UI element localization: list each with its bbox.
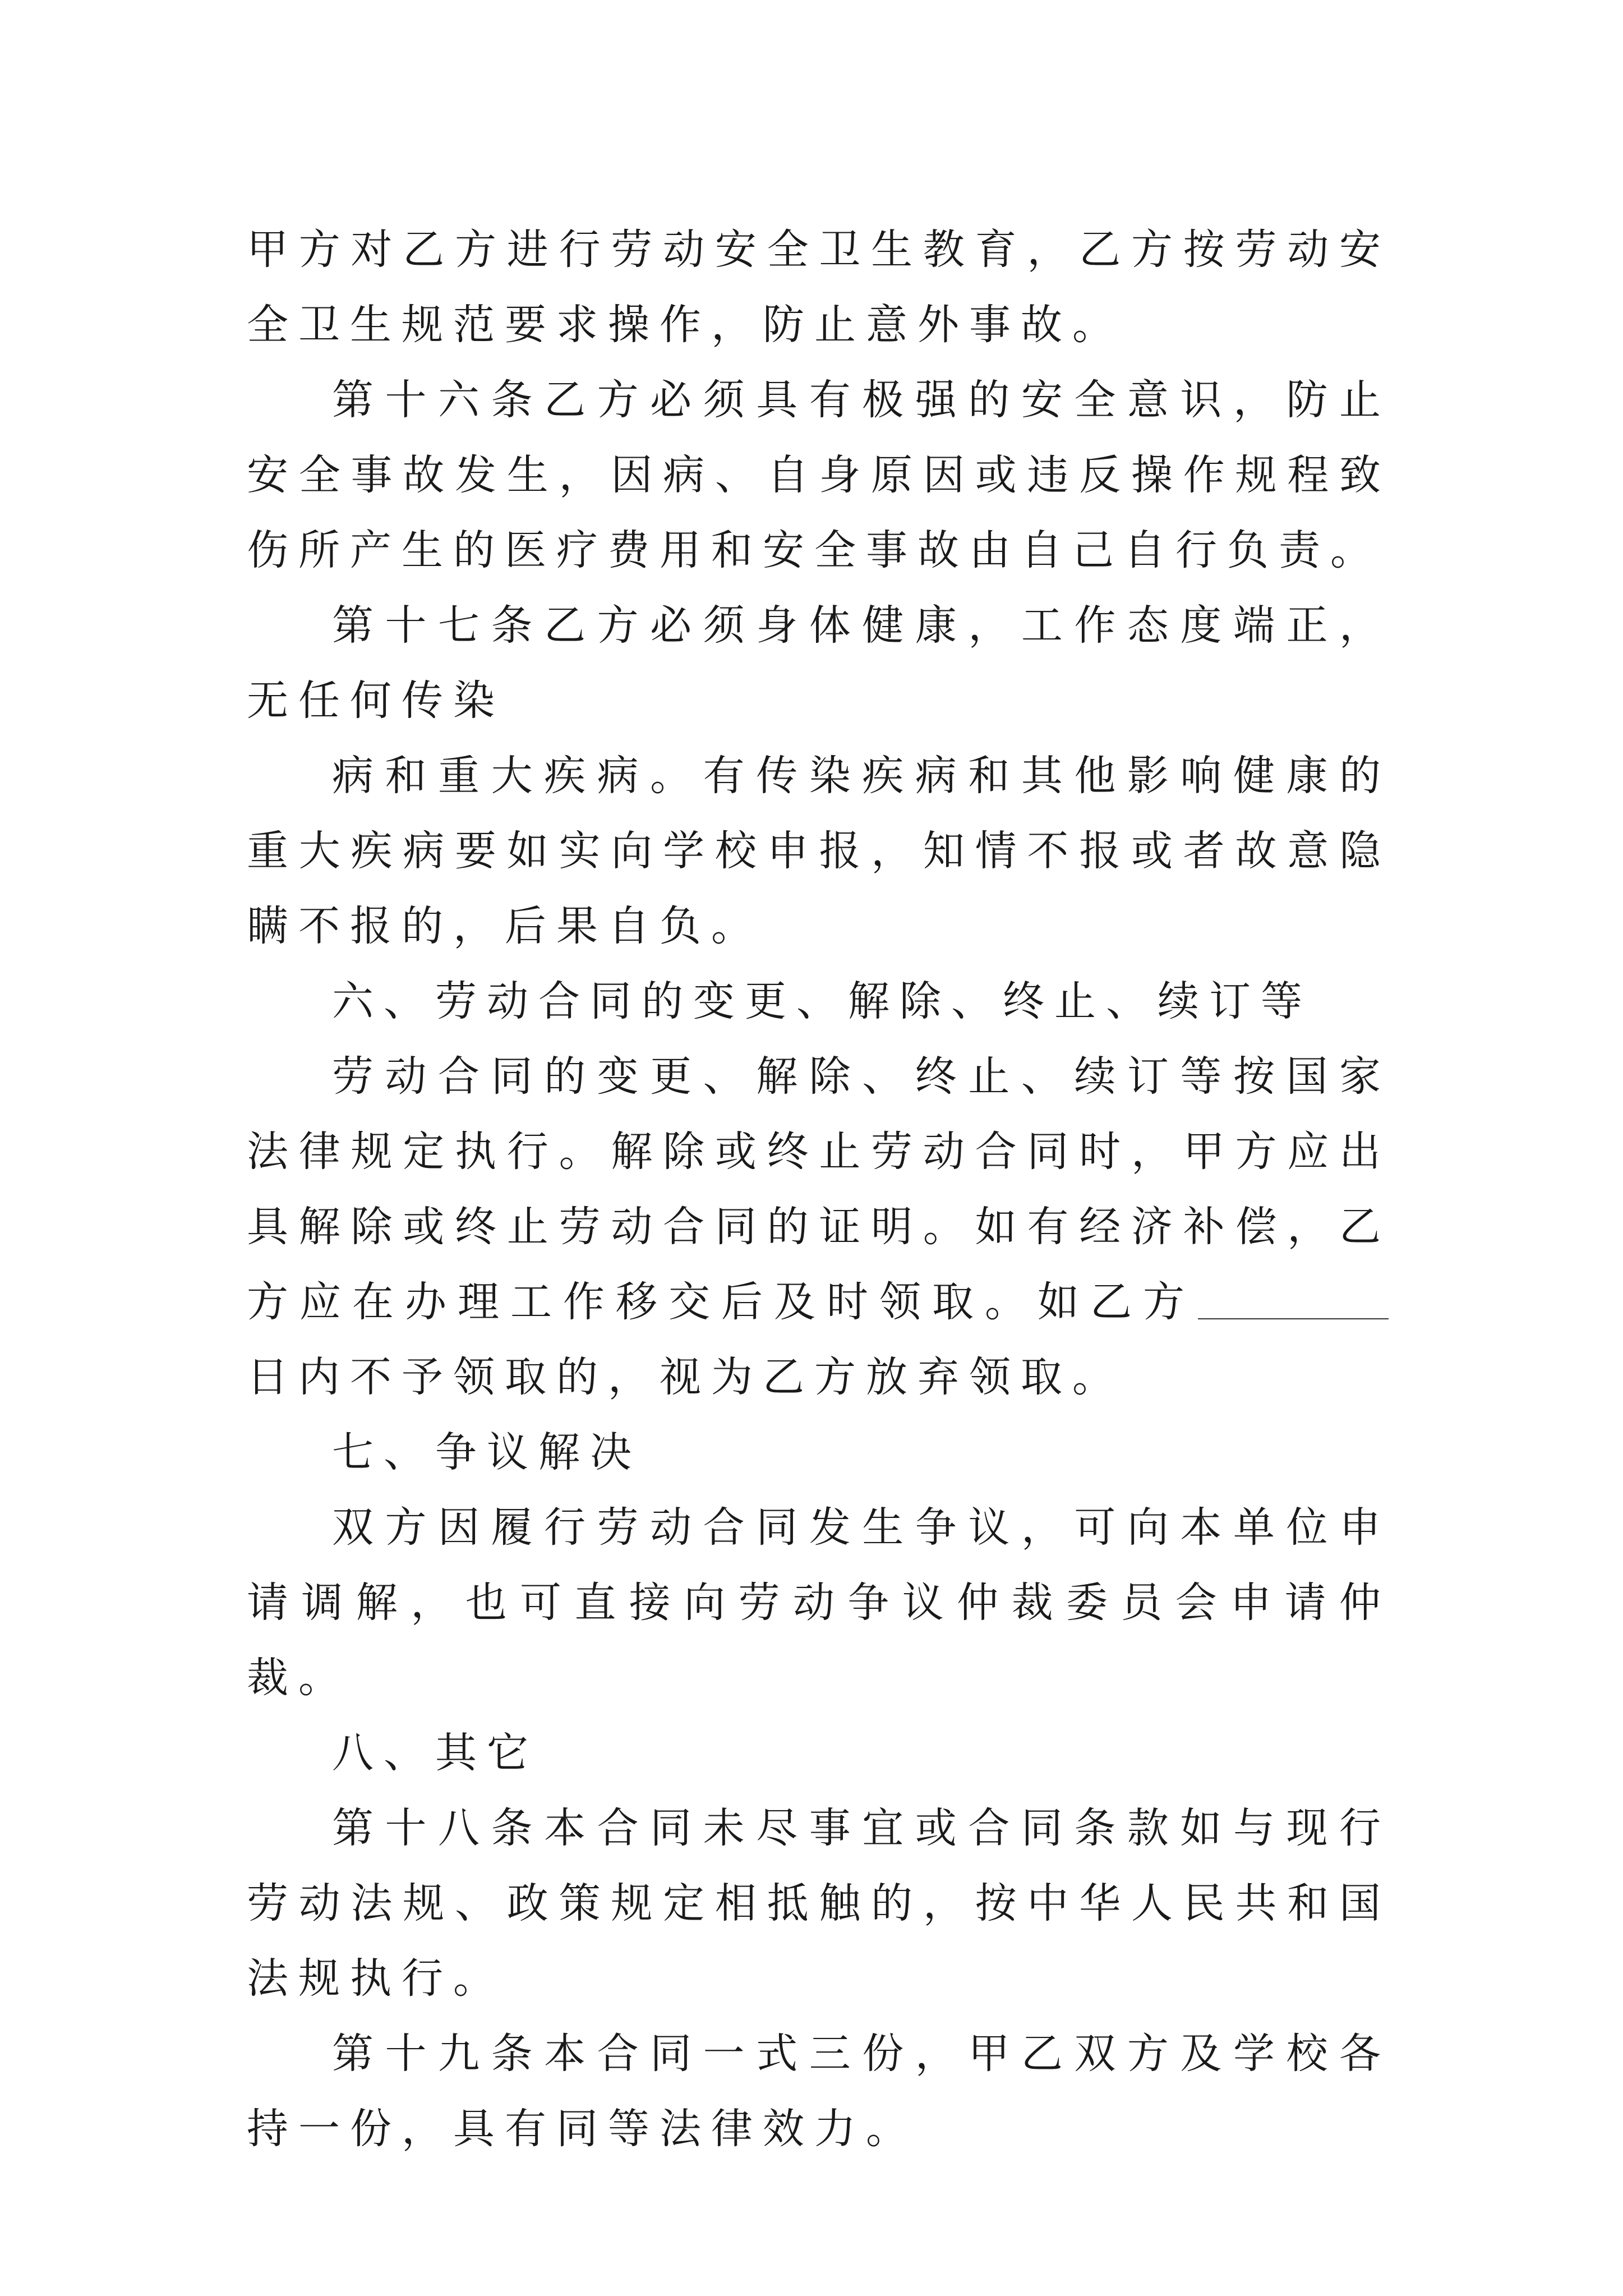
- paragraph-article-17: 第十七条乙方必须身体健康，工作态度端正，无任何传染: [247, 601, 1391, 725]
- paragraph-contract-changes: [247, 1039, 1391, 1415]
- section-heading-6: 六、劳动合同的变更、解除、终止、续订等: [332, 977, 1312, 1025]
- paragraph-safety-education: 甲方对乙方进行劳动安全卫生教育，乙方按劳动安全卫生规范要求操作，防止意外事故。: [247, 226, 1391, 349]
- paragraph-article-16: 第十六条乙方必须具有极强的安全意识，防止安全事故发生，因病、自身原因或违反操作规程致伤所产生的医疗费用和安全事故由自己自行负责。: [247, 376, 1391, 574]
- section-heading-8: 八、其它: [332, 1729, 538, 1777]
- paragraph-article-18: 第十八条本合同未尽事宜或合同条款如与现行劳动法规、政策规定相抵触的，按中华人民共和国法规执行。: [247, 1804, 1391, 2003]
- paragraph-article-19: 第十九条本合同一式三份，甲乙双方及学校各持一份，具有同等法律效力。: [247, 2030, 1391, 2153]
- document-body: [247, 212, 1391, 2166]
- fill-in-blank-days[interactable]: [1198, 1285, 1389, 1319]
- paragraph-dispute-resolution: 双方因履行劳动合同发生争议，可向本单位申请调解，也可直接向劳动争议仲裁委员会申请仲裁。: [247, 1503, 1391, 1702]
- paragraph-disease-report: 病和重大疾病。有传染疾病和其他影响健康的重大疾病要如实向学校申报，知情不报或者故意隐瞒不报的，后果自负。: [247, 752, 1391, 950]
- contract-changes-text-2: 日内不予领取的，视为乙方放弃领取。: [247, 1353, 1124, 1401]
- contract-changes-text-1: 劳动合同的变更、解除、终止、续订等按国家法律规定执行。解除或终止劳动合同时，甲方应出具解除或终止劳动合同的证明。如有经济补偿，乙方应在办理工作移交后及时领取。如乙方: [247, 1052, 1391, 1326]
- section-heading-7: 七、争议解决: [332, 1428, 642, 1476]
